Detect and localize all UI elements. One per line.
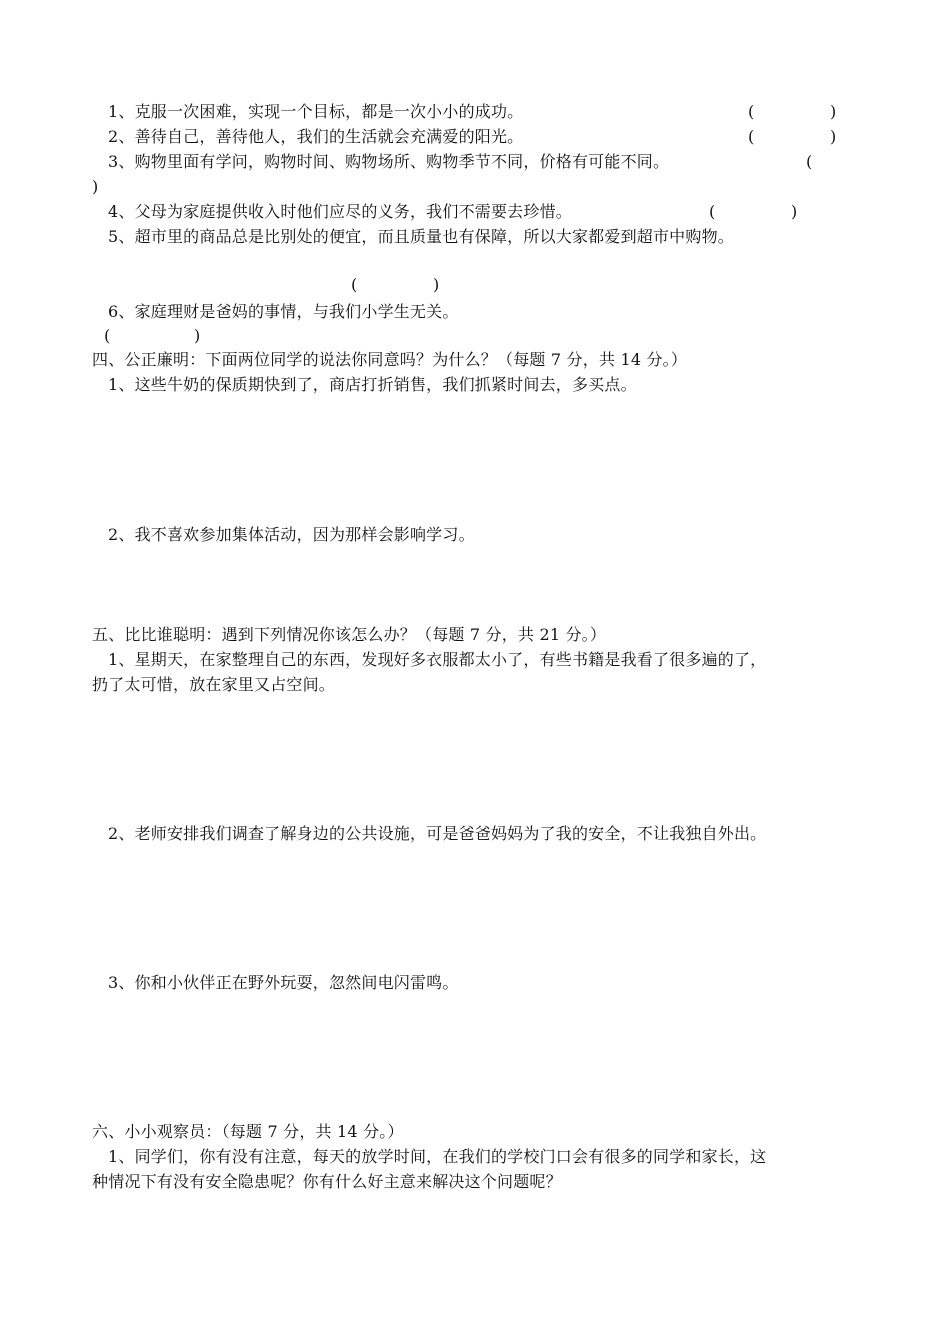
section-4-question-1: 1、这些牛奶的保质期快到了，商店打折销售，我们抓紧时间去，多买点。 bbox=[108, 375, 637, 394]
section-4-heading: 四、公正廉明：下面两位同学的说法你同意吗？为什么？（每题 7 分，共 14 分。） bbox=[92, 350, 688, 369]
answer-paren-close-4: ) bbox=[791, 202, 798, 221]
judgment-text-6: 6、家庭理财是爸妈的事情，与我们小学生无关。 bbox=[108, 302, 459, 321]
answer-paren-open-1: ( bbox=[748, 102, 755, 121]
section-4-question-2: 2、我不喜欢参加集体活动，因为那样会影响学习。 bbox=[108, 525, 475, 544]
section-5-question-1-line-1: 1、星期天，在家整理自己的东西，发现好多衣服都太小了，有些书籍是我看了很多遍的了， bbox=[108, 650, 767, 669]
answer-paren-open-2: ( bbox=[748, 127, 755, 146]
answer-paren-close-3: ) bbox=[92, 177, 99, 196]
section-6-question-1-line-1: 1、同学们，你有没有注意，每天的放学时间，在我们的学校门口会有很多的同学和家长，这 bbox=[108, 1147, 767, 1166]
answer-paren-open-6: ( bbox=[104, 326, 111, 345]
section-5-question-1-line-2: 扔了太可惜，放在家里又占空间。 bbox=[92, 675, 336, 694]
section-5-question-2: 2、老师安排我们调查了解身边的公共设施，可是爸爸妈妈为了我的安全，不让我独自外出。 bbox=[108, 824, 767, 843]
section-5-heading: 五、比比谁聪明：遇到下列情况你该怎么办？（每题 7 分，共 21 分。） bbox=[92, 625, 607, 644]
judgment-text-1: 1、克服一次困难，实现一个目标，都是一次小小的成功。 bbox=[108, 102, 524, 121]
answer-paren-close-6: ) bbox=[194, 326, 201, 345]
answer-paren-close-1: ) bbox=[830, 102, 837, 121]
answer-paren-open-4: ( bbox=[709, 202, 716, 221]
judgment-text-5: 5、超市里的商品总是比别处的便宜，而且质量也有保障，所以大家都爱到超市中购物。 bbox=[108, 227, 734, 246]
judgment-text-4: 4、父母为家庭提供收入时他们应尽的义务，我们不需要去珍惜。 bbox=[108, 202, 572, 221]
answer-paren-open-3: ( bbox=[806, 152, 813, 171]
answer-paren-close-2: ) bbox=[830, 127, 837, 146]
judgment-text-2: 2、善待自己，善待他人，我们的生活就会充满爱的阳光。 bbox=[108, 127, 524, 146]
judgment-text-3: 3、购物里面有学问，购物时间、购物场所、购物季节不同，价格有可能不同。 bbox=[108, 152, 670, 171]
section-6-heading: 六、小小观察员：（每题 7 分，共 14 分。） bbox=[92, 1122, 404, 1141]
answer-paren-open-5: ( bbox=[351, 275, 358, 294]
answer-paren-close-5: ) bbox=[433, 275, 440, 294]
section-6-question-1-line-2: 种情况下有没有安全隐患呢？你有什么好主意来解决这个问题呢？ bbox=[92, 1172, 562, 1191]
section-5-question-3: 3、你和小伙伴正在野外玩耍，忽然间电闪雷鸣。 bbox=[108, 973, 459, 992]
